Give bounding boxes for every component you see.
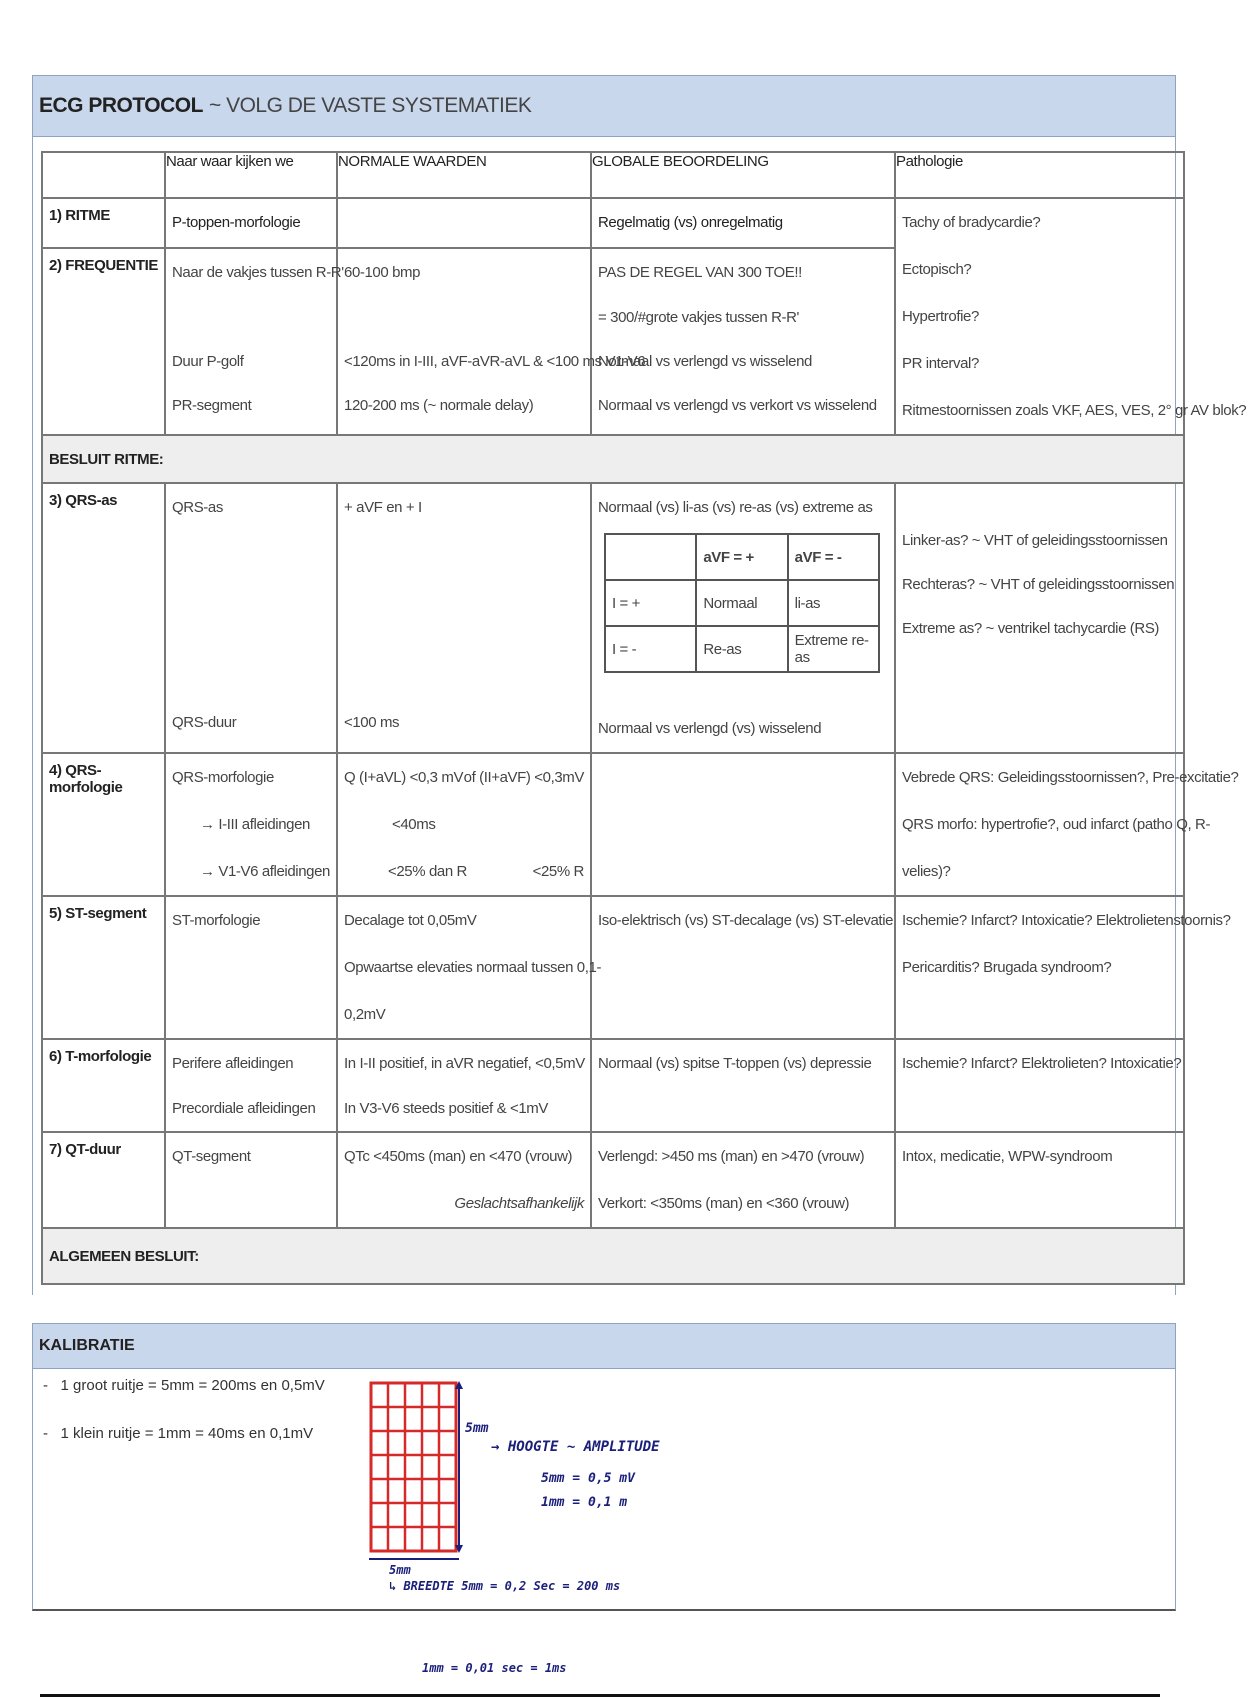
ritme-normaal [344,199,584,246]
qt-globaal: Verlengd: >450 ms (man) en >470 (vrouw) Verkort: <350ms (man) en <360 (vrouw) [591,1132,895,1228]
qt-normaal: QTc <450ms (man) en <470 (vrouw) Geslachtsafhankelijk [337,1132,591,1228]
qrs-morf-pathologie: Vebrede QRS: Geleidingsstoornissen?, Pre-excitatie? QRS morfo: hypertrofie?, oud infarct (patho Q, R- velies)? [895,753,1184,896]
row-qrs-as [42,483,1184,753]
axis-r2c1: Re-as [696,626,787,672]
row-qt-duur [42,1132,1184,1228]
axis-r1: I = + [605,580,696,626]
row-st-segment [42,896,1184,1039]
hand-hoogte: → HOOGTE ~ AMPLITUDE [491,1439,660,1455]
algemeen-besluit: ALGEMEEN BESLUIT: [42,1228,1184,1284]
hand-h2: 1mm = 0,1 m [541,1495,628,1510]
ecg-protocol-page [32,75,1246,1675]
axis-h2: aVF = - [788,534,879,580]
label-st: 5) ST-segment [42,896,165,1039]
kalibratie-bar: KALIBRATIE [32,1323,1176,1369]
header-row [42,152,1184,198]
row-qrs-morfologie [42,753,1184,896]
besluit-ritme: BESLUIT RITME: [42,435,1184,483]
t-normaal: In I-II positief, in aVR negatief, <0,5mV In V3-V6 steeds positief & <1mV [337,1039,591,1132]
qrs-as-globaal: Normaal (vs) li-as (vs) re-as (vs) extreme as aVF = + aVF = - I = + Normaal li-as I = - Re-as Extreme re-as Normaal vs verlengd (vs) wisselend [591,483,895,753]
hand-v5: 5mm [465,1421,489,1436]
title-sub: ~ VOLG DE VASTE SYSTEMATIEK [208,94,532,117]
label-frequentie: 2) FREQUENTIE [42,248,165,435]
st-kijken: ST-morfologie [172,912,261,929]
calibration-grid [363,1379,473,1569]
ritme-globaal: Regelmatig (vs) onregelmatig [598,214,783,231]
axis-r1c1: Normaal [696,580,787,626]
hand-breedte: ↳ BREEDTE 5mm = 0,2 Sec = 200 ms [389,1579,621,1593]
qrs-as-normaal: + aVF en + I <100 ms [337,483,591,753]
label-qrs-morfologie: 4) QRS-morfologie [42,753,165,896]
st-pathologie: Ischemie? Infarct? Intoxicatie? Elektrolietenstoornis? Pericarditis? Brugada syndroom? [895,896,1184,1039]
t-pathologie: Ischemie? Infarct? Elektrolieten? Intoxicatie? [902,1055,1182,1072]
frequentie-normaal: 60-100 bmp <120ms in I-III, aVF-aVR-aVL & <100 ms V1-V6 120-200 ms (~ normale delay) [337,248,591,435]
axis-r2: I = - [605,626,696,672]
title-main: ECG PROTOCOL [39,94,203,117]
pathologie-ritme: Tachy of bradycardie? Ectopisch? Hypertrofie? PR interval? Ritmestoornissen zoals VKF, AES, VES, 2° gr AV blok? [895,198,1184,435]
label-qt: 7) QT-duur [42,1132,165,1228]
row-t-morfologie [42,1039,1184,1132]
kalibratie-body [32,1369,1176,1611]
axis-table [604,533,880,673]
t-kijken: Perifere afleidingen Precordiale afleidingen [165,1039,337,1132]
row-ritme [42,198,1184,248]
header-kijken: Naar waar kijken we [165,152,337,198]
axis-r2c2: Extreme re-as [788,626,879,672]
row-besluit-ritme [42,435,1184,483]
header-globaal: GLOBALE BEOORDELING [591,152,895,198]
label-ritme: 1) RITME [42,198,165,248]
hand-h1: 5mm = 0,5 mV [541,1471,635,1486]
qrs-as-pathologie: Linker-as? ~ VHT of geleidingsstoornissen Rechteras? ~ VHT of geleidingsstoornissen Extreme as? ~ ventrikel tachycardie (RS) [895,483,1184,753]
header-normaal: NORMALE WAARDEN [337,152,591,198]
protocol-table [41,151,1246,1285]
label-qrs-as: 3) QRS-as [42,483,165,753]
qrs-as-kijken: QRS-as QRS-duur [165,483,337,753]
frequentie-kijken: Naar de vakjes tussen R-R' Duur P-golf PR-segment [165,248,337,435]
frequentie-globaal: PAS DE REGEL VAN 300 TOE!! = 300/#grote vakjes tussen R-R' Normaal vs verlengd vs wisselend Normaal vs verlengd vs verkort vs wisselend [591,248,895,435]
protocol-frame [32,137,1246,1295]
hand-h5: 5mm [389,1563,411,1577]
ritme-kijken: P-toppen-morfologie [172,214,301,231]
qt-kijken: QT-segment [172,1148,251,1165]
axis-r1c2: li-as [788,580,879,626]
label-t: 6) T-morfologie [42,1039,165,1132]
qrs-morf-normaal: Q (I+aVL) <0,3 mV of (II+aVF) <0,3mV <40ms <25% dan R <25% R [337,753,591,896]
kalibratie-item-2: - 1 klein ruitje = 1mm = 40ms en 0,1mV [43,1425,314,1442]
qrs-morf-kijken: QRS-morfologie → I-III afleidingen → V1-V6 afleidingen [165,753,337,896]
header-pathologie: Pathologie [895,152,1184,198]
axis-h1: aVF = + [696,534,787,580]
hand-b2: 1mm = 0,01 sec = 1ms [422,1661,567,1675]
st-normaal: Decalage tot 0,05mV Opwaartse elevaties normaal tussen 0,1- 0,2mV [337,896,591,1039]
row-algemeen-besluit [42,1228,1184,1284]
bottom-divider [40,1694,1160,1697]
qt-pathologie: Intox, medicatie, WPW-syndroom [902,1148,1113,1165]
st-globaal: Iso-elektrisch (vs) ST-decalage (vs) ST-elevatie [598,912,894,929]
t-globaal: Normaal (vs) spitse T-toppen (vs) depressie [598,1055,872,1072]
title-bar [32,75,1176,137]
kalibratie-item-1: - 1 groot ruitje = 5mm = 200ms en 0,5mV [43,1377,325,1394]
